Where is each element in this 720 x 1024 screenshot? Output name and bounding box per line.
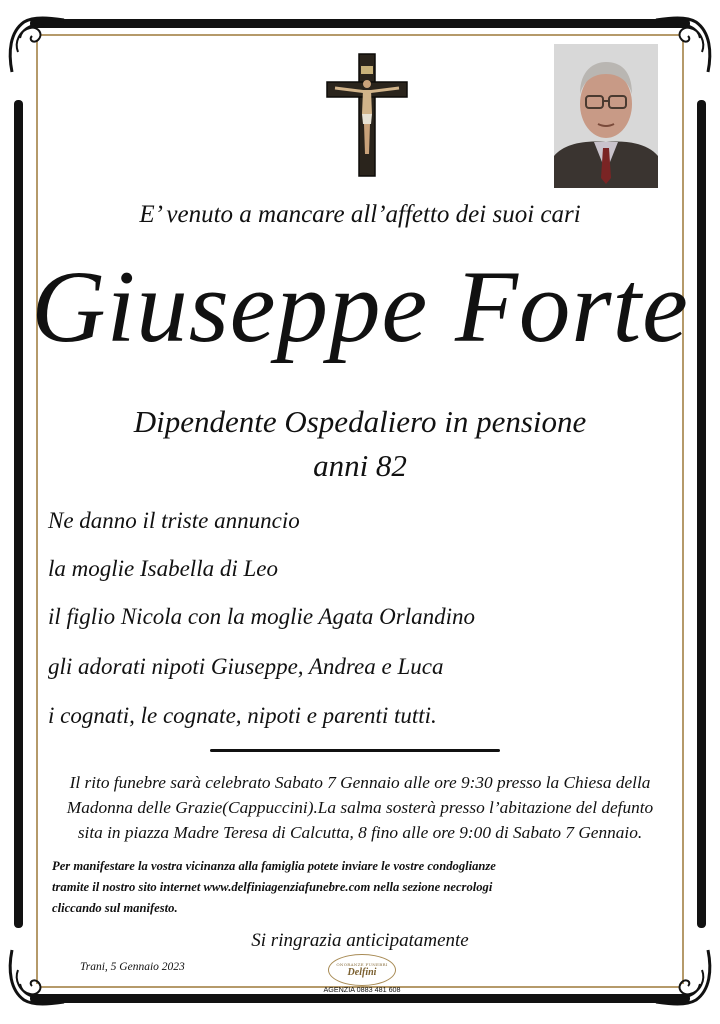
rite-line: sita in piazza Madre Teresa di Calcutta, 8 fino alle ore 9:00 di Sabato 7 Gennaio. [77,823,643,842]
deceased-name: Giuseppe Forte [31,250,689,364]
family-line: il figlio Nicola con la moglie Agata Orlandino [48,604,475,629]
frame-top-bar [30,19,690,28]
divider-line [210,749,500,752]
funeral-rite-text [40,770,680,845]
agency-brand: Delfini [347,967,377,978]
crucifix-icon [325,52,409,178]
deceased-role: Dipendente Ospedaliero in pensione [133,404,587,439]
notice-line: tramite il nostro sito internet www.delfiniagenziafunebre.com nella sezione necrologi [52,880,493,894]
frame-gold-right [682,40,684,984]
publication-date: Trani, 5 Gennaio 2023 [80,961,185,973]
deceased-age: anni 82 [313,448,407,483]
intro-text: E’ venuto a mancare all’affetto dei suoi cari [139,201,581,228]
corner-ornament-icon [4,12,74,82]
agency-logo [316,954,408,1018]
rite-line: Il rito funebre sarà celebrato Sabato 7 Gennaio alle ore 9:30 presso la Chiesa della [69,773,651,792]
agency-logo-oval [328,954,396,986]
agency-tagline: ONORANZE FUNEBRI [336,962,388,967]
frame-gold-left [36,40,38,984]
thanks-text: Si ringrazia anticipatamente [251,930,469,951]
agency-phone: AGENZIA 0883 481 608 [323,985,401,994]
family-line: gli adorati nipoti Giuseppe, Andrea e Luca [48,654,444,679]
frame-gold-top [40,34,680,36]
condolence-notice [52,856,692,919]
family-line: la moglie Isabella di Leo [48,556,278,581]
portrait-photo [554,44,658,188]
notice-line: Per manifestare la vostra vicinanza alla famiglia potete inviare le vostre condoglianze [52,859,496,873]
rite-line: Madonna delle Grazie(Cappuccini).La salma sosterà presso l’abitazione del defunto [66,798,654,817]
family-line: Ne danno il triste annuncio [48,508,300,533]
agency-cell: CELL. 340 282 6772 [329,993,395,1002]
notice-line: cliccando sul manifesto. [52,901,178,915]
family-line: i cognati, le cognate, nipoti e parenti tutti. [48,703,437,728]
